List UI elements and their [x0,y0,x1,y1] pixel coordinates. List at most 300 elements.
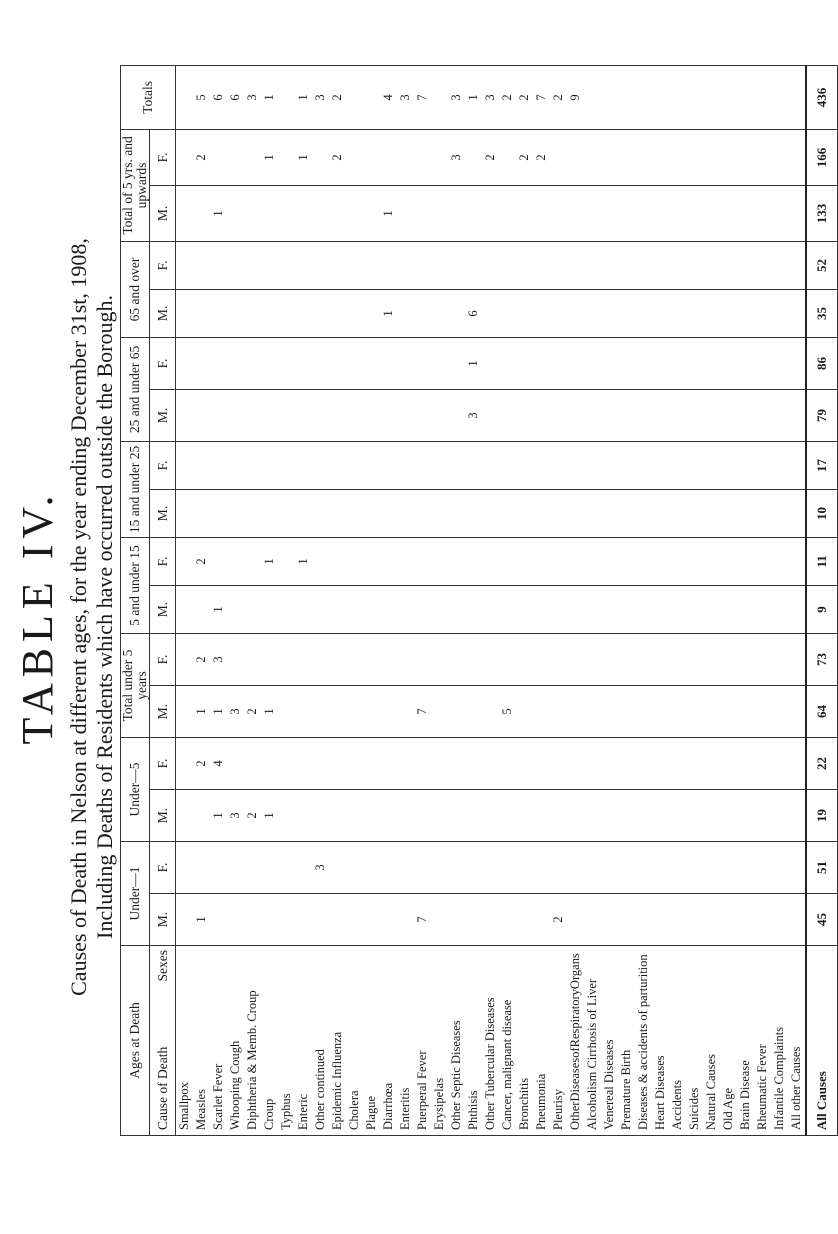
table-cell [550,289,567,337]
table-cell [771,489,788,537]
group-header-1: Under—5 [121,738,150,842]
table-cell [329,686,346,738]
table-cell [227,441,244,489]
table-cell [278,129,295,185]
table-row [618,65,635,1135]
table-cell: 1 [261,686,278,738]
table-cell [227,489,244,537]
totals-header: Totals [121,65,176,129]
total-cell: 133 [806,185,838,241]
table-cell [312,790,329,842]
table-cell [397,129,414,185]
table-cell [754,289,771,337]
table-cell [567,389,584,441]
table-cell [720,842,737,894]
table-cell [380,634,397,686]
table-cell [210,389,227,441]
table-cell [346,634,363,686]
cause-label: Suicides [686,946,703,1136]
table-cell: 1 [261,537,278,585]
table-cell [482,241,499,289]
table-cell [788,842,806,894]
table-cell [465,185,482,241]
table-cell [567,790,584,842]
table-cell [737,537,754,585]
table-cell [397,894,414,946]
table-cell [669,65,686,129]
table-cell: 1 [210,586,227,634]
table-cell [720,686,737,738]
table-cell [397,241,414,289]
table-cell [652,241,669,289]
table-cell [380,129,397,185]
table-cell [737,441,754,489]
cause-label: Diphtheria & Memb. Croup [244,946,261,1136]
cause-label: Diseases & accidents of parturition [635,946,652,1136]
table-cell [618,185,635,241]
table-cell [448,389,465,441]
table-cell [754,842,771,894]
table-cell [465,738,482,790]
table-cell [346,289,363,337]
table-cell [550,842,567,894]
table-cell [652,586,669,634]
table-cell [176,185,194,241]
table-cell [414,489,431,537]
table-cell [669,441,686,489]
total-cell: 22 [806,738,838,790]
sex-f: F. [150,842,176,894]
table-cell [278,586,295,634]
table-cell [482,289,499,337]
table-cell [618,586,635,634]
table-cell: 2 [550,894,567,946]
table-cell [431,842,448,894]
table-cell [482,738,499,790]
table-cell [329,738,346,790]
table-cell [227,289,244,337]
table-cell [737,337,754,389]
sex-f: F. [150,129,176,185]
table-cell [397,686,414,738]
table-cell [703,894,720,946]
table-cell [669,389,686,441]
table-cell [788,65,806,129]
table-cell [499,289,516,337]
table-cell [329,790,346,842]
table-cell [448,289,465,337]
table-cell [278,894,295,946]
table-cell [703,241,720,289]
table-cell [754,441,771,489]
table-cell [720,441,737,489]
table-cell [788,634,806,686]
table-cell [363,738,380,790]
table-cell [788,129,806,185]
table-cell [210,129,227,185]
table-cell [601,537,618,585]
table-cell [431,686,448,738]
table-cell [584,489,601,537]
table-cell [584,441,601,489]
table-cell [448,586,465,634]
table-cell [278,337,295,389]
table-cell: 1 [295,129,312,185]
table-cell [686,790,703,842]
table-cell [227,537,244,585]
table-cell [329,894,346,946]
table-cell: 3 [482,65,499,129]
table-cell [363,489,380,537]
table-cell [431,337,448,389]
table-cell [244,185,261,241]
group-header-4: 15 and under 25 [121,441,150,537]
cause-label: Rheumatic Fever [754,946,771,1136]
table-cell [176,389,194,441]
table-cell [210,289,227,337]
table-cell: 5 [193,65,210,129]
table-cell [278,842,295,894]
table-cell [210,537,227,585]
table-row [482,65,499,1135]
table-cell [754,337,771,389]
table-cell [295,185,312,241]
table-cell [737,634,754,686]
table-cell [448,537,465,585]
table-cell [618,537,635,585]
table-cell [703,738,720,790]
table-cell: 3 [312,65,329,129]
table-cell [261,738,278,790]
table-cell: 2 [550,65,567,129]
table-cell [516,537,533,585]
table-cell [635,842,652,894]
table-cell [703,634,720,686]
table-row [329,65,346,1135]
table-row [652,65,669,1135]
table-cell [754,738,771,790]
table-row [295,65,312,1135]
table-cell [414,738,431,790]
table-cell [652,894,669,946]
table-cell [465,586,482,634]
cause-label: Heart Diseases [652,946,669,1136]
cause-label: Cholera [346,946,363,1136]
total-cell: 17 [806,441,838,489]
table-cell [448,337,465,389]
table-cell [584,185,601,241]
table-cell [465,241,482,289]
table-cell [244,441,261,489]
table-cell [788,790,806,842]
table-cell [686,337,703,389]
table-cell [788,441,806,489]
table-cell [635,537,652,585]
table-cell: 1 [261,129,278,185]
table-cell [193,185,210,241]
table-cell [363,129,380,185]
table-cell [414,241,431,289]
table-cell [431,65,448,129]
table-row [210,65,227,1135]
table-row [788,65,806,1135]
table-cell [431,537,448,585]
table-cell [499,337,516,389]
table-cell [516,738,533,790]
table-cell [431,129,448,185]
table-cell [618,686,635,738]
total-cell: 19 [806,790,838,842]
total-cell: 79 [806,389,838,441]
table-cell [686,441,703,489]
table-cell [414,185,431,241]
table-cell [567,489,584,537]
table-cell [380,337,397,389]
table-cell [771,389,788,441]
table-cell [295,686,312,738]
table-cell [176,790,194,842]
table-cell [295,894,312,946]
table-cell [754,537,771,585]
table-cell [227,337,244,389]
cause-label: Smallpox [176,946,194,1136]
table-cell [567,241,584,289]
table-cell [533,790,550,842]
table-cell: 2 [329,129,346,185]
table-cell [601,686,618,738]
cause-label: Venereal Diseases [601,946,618,1136]
table-cell [431,634,448,686]
table-cell [329,634,346,686]
table-cell [533,441,550,489]
table-cell [686,586,703,634]
cause-label: Pneumonia [533,946,550,1136]
table-cell: 1 [295,537,312,585]
table-cell [703,537,720,585]
table-cell: 3 [210,634,227,686]
table-cell [771,537,788,585]
table-cell [346,790,363,842]
table-cell [465,441,482,489]
table-cell [363,894,380,946]
table-cell [618,634,635,686]
table-cell: 2 [193,634,210,686]
table-cell [176,241,194,289]
total-cell: 86 [806,337,838,389]
table-cell [652,185,669,241]
table-cell [686,389,703,441]
table-cell [329,842,346,894]
table-cell [176,489,194,537]
table-cell [771,129,788,185]
group-header-7: Total of 5 yrs. and upwards [121,129,150,241]
table-cell [261,586,278,634]
sex-m: M. [150,790,176,842]
table-cell [703,686,720,738]
table-cell [346,389,363,441]
table-cell [618,65,635,129]
table-cell [788,337,806,389]
table-title: TABLE IV. [13,489,62,745]
cause-label: Pleurisy [550,946,567,1136]
table-cell: 1 [193,894,210,946]
table-cell [584,389,601,441]
table-cell [669,586,686,634]
table-cell [533,894,550,946]
table-cell [363,686,380,738]
table-cell [771,842,788,894]
table-cell [482,634,499,686]
table-cell [312,185,329,241]
cause-label: Infantile Complaints [771,946,788,1136]
table-cell [482,441,499,489]
table-cell [193,241,210,289]
table-row [720,65,737,1135]
table-cell: 2 [516,129,533,185]
table-cell [584,894,601,946]
table-cell [771,337,788,389]
table-cell [397,337,414,389]
table-row [737,65,754,1135]
sex-m: M. [150,686,176,738]
table-cell: 7 [414,65,431,129]
table-cell [227,389,244,441]
table-cell [788,289,806,337]
table-cell [295,738,312,790]
table-cell [652,686,669,738]
table-cell [363,241,380,289]
sex-f: F. [150,241,176,289]
table-cell: 1 [295,65,312,129]
table-cell [618,894,635,946]
table-cell [516,185,533,241]
cause-label: Enteric [295,946,312,1136]
table-cell [193,489,210,537]
table-cell [686,686,703,738]
table-cell [703,790,720,842]
table-cell [261,289,278,337]
table-cell [176,289,194,337]
table-cell [278,65,295,129]
table-cell [465,686,482,738]
table-cell [176,129,194,185]
table-cell [737,289,754,337]
cause-label: Phthisis [465,946,482,1136]
table-cell [363,389,380,441]
table-cell [669,634,686,686]
table-cell [295,790,312,842]
table-cell: 3 [397,65,414,129]
table-row [686,65,703,1135]
table-cell [669,489,686,537]
table-cell [652,289,669,337]
cause-label: Bronchitis [516,946,533,1136]
table-cell [210,441,227,489]
sex-f: F. [150,634,176,686]
table-cell [584,289,601,337]
table-row [312,65,329,1135]
table-cell [193,289,210,337]
table-cell: 7 [414,894,431,946]
table-cell [346,185,363,241]
table-cell [533,686,550,738]
table-cell [329,537,346,585]
table-cell [771,185,788,241]
table-cell: 3 [465,389,482,441]
table-cell [261,241,278,289]
table-cell [601,586,618,634]
table-cell [635,634,652,686]
table-cell [635,129,652,185]
table-cell: 1 [380,185,397,241]
table-cell [499,894,516,946]
table-cell [601,738,618,790]
table-cell: 6 [210,65,227,129]
table-cell [499,634,516,686]
table-cell [414,389,431,441]
table-cell [227,842,244,894]
table-cell [771,586,788,634]
table-row [346,65,363,1135]
table-cell [516,790,533,842]
group-header-5: 25 and under 65 [121,337,150,441]
table-cell [635,65,652,129]
table-cell [431,894,448,946]
table-cell [754,129,771,185]
table-cell [635,489,652,537]
table-cell [720,241,737,289]
table-cell [652,441,669,489]
table-cell [720,634,737,686]
table-cell [278,389,295,441]
table-cell [771,441,788,489]
table-cell [635,441,652,489]
table-cell [312,537,329,585]
table-cell [312,337,329,389]
table-cell [737,241,754,289]
table-cell [601,894,618,946]
table-cell [788,489,806,537]
table-cell [397,738,414,790]
table-cell [244,241,261,289]
table-cell [601,441,618,489]
table-cell [788,241,806,289]
table-cell [244,894,261,946]
sex-m: M. [150,389,176,441]
table-cell [312,738,329,790]
table-cell [652,489,669,537]
table-cell [635,389,652,441]
cause-label: OtherDiseasesofRespiratoryOrgans [567,946,584,1136]
table-cell [431,586,448,634]
table-cell [754,894,771,946]
table-cell [346,842,363,894]
table-cell [567,738,584,790]
table-cell [771,241,788,289]
table-cell [176,842,194,894]
total-cell: 10 [806,489,838,537]
table-cell [567,441,584,489]
table-cell [720,586,737,634]
table-cell [618,337,635,389]
table-cell [193,337,210,389]
table-cell [244,634,261,686]
table-cell [788,586,806,634]
table-cell [686,65,703,129]
table-cell [448,894,465,946]
table-cell [686,842,703,894]
table-cell [601,842,618,894]
